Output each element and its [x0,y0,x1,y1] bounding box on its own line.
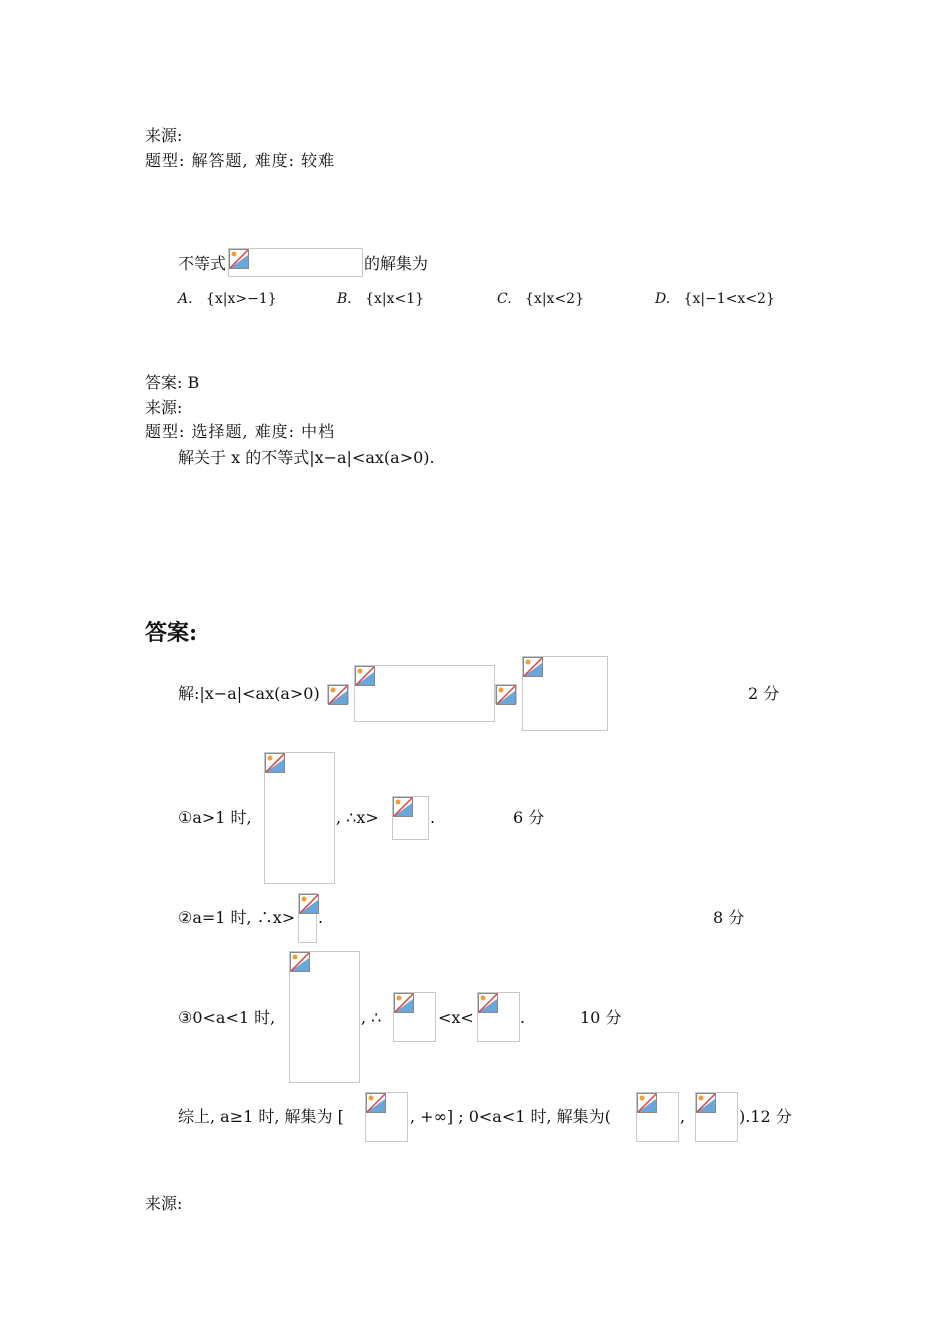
broken-image-icon [496,685,516,705]
option-letter: D. [655,291,671,307]
formula-image [365,1092,408,1142]
score-6: 6 分 [513,808,545,827]
broken-image-icon [299,894,319,914]
formula-image [327,684,349,704]
broken-image-icon [328,685,348,705]
summary-part-1: 综上, a≥1 时, 解集为 [ [178,1107,344,1126]
formula-image [495,684,517,704]
q3-source: 来源: [145,1194,183,1213]
solution-line-4: ③0<a<1 时, [178,1008,276,1027]
solution-line-2: ①a>1 时, [178,808,252,827]
option-letter: A. [178,291,193,307]
formula-image [477,992,520,1042]
formula-image [264,752,335,884]
broken-image-icon [355,666,375,686]
option-text: {x|x<2} [525,291,584,307]
broken-image-icon [523,657,543,677]
q2-formula-image [228,248,363,277]
broken-image-icon [696,1093,716,1113]
broken-image-icon [637,1093,657,1113]
q2-option-b [337,289,424,309]
solution-line-2-mid: , ∴x> [336,808,379,827]
solution-line-4-end: . [520,1008,526,1027]
broken-image-icon [290,952,310,972]
broken-image-icon [478,993,498,1013]
q2-option-c [497,289,584,309]
broken-image-icon [366,1093,386,1113]
broken-image-icon [229,249,249,269]
option-letter: B. [337,291,352,307]
formula-image [636,1092,679,1142]
score-10: 10 分 [580,1008,622,1027]
formula-image [354,665,495,722]
answer-heading: 答案: [145,620,198,646]
q2-answer: 答案: B [145,373,200,392]
option-text: {x|x<1} [365,291,425,307]
score-2: 2 分 [748,684,780,703]
solution-line-4-lt: <x< [438,1008,474,1027]
option-letter: C. [497,291,512,307]
solution-line-2-end: . [430,808,436,827]
score-8: 8 分 [713,908,745,927]
q2-stem-before: 不等式 [178,254,227,273]
solution-line-3: ②a=1 时, ∴x> [178,908,296,927]
broken-image-icon [393,797,413,817]
q1-type: 题型: 解答题, 难度: 较难 [145,151,336,170]
solution-line-4-mid: , ∴ [361,1008,382,1027]
q2-source: 来源: [145,398,183,417]
formula-image [392,796,429,840]
q3-stem: 解关于 x 的不等式|x−a|<ax(a>0). [178,448,435,467]
option-text: {x|x>−1} [205,291,277,307]
q2-option-d [655,289,775,309]
broken-image-icon [265,753,285,773]
summary-part-2: , +∞] ; 0<a<1 时, 解集为( [410,1107,611,1126]
summary-part-3: , [680,1107,686,1126]
broken-image-icon [394,993,414,1013]
q1-source: 来源: [145,126,183,145]
q2-option-a [178,289,277,309]
solution-line-1: 解:|x−a|<ax(a>0) [178,684,320,703]
formula-image [393,992,436,1042]
summary-part-4: ).12 分 [739,1107,792,1126]
q2-stem-after: 的解集为 [364,254,429,273]
formula-image [522,656,608,731]
formula-image [289,951,360,1083]
formula-image [298,893,317,943]
option-text: {x|−1<x<2} [683,291,775,307]
solution-line-3-end: . [318,908,324,927]
formula-image [695,1092,738,1142]
q2-type: 题型: 选择题, 难度: 中档 [145,422,336,441]
